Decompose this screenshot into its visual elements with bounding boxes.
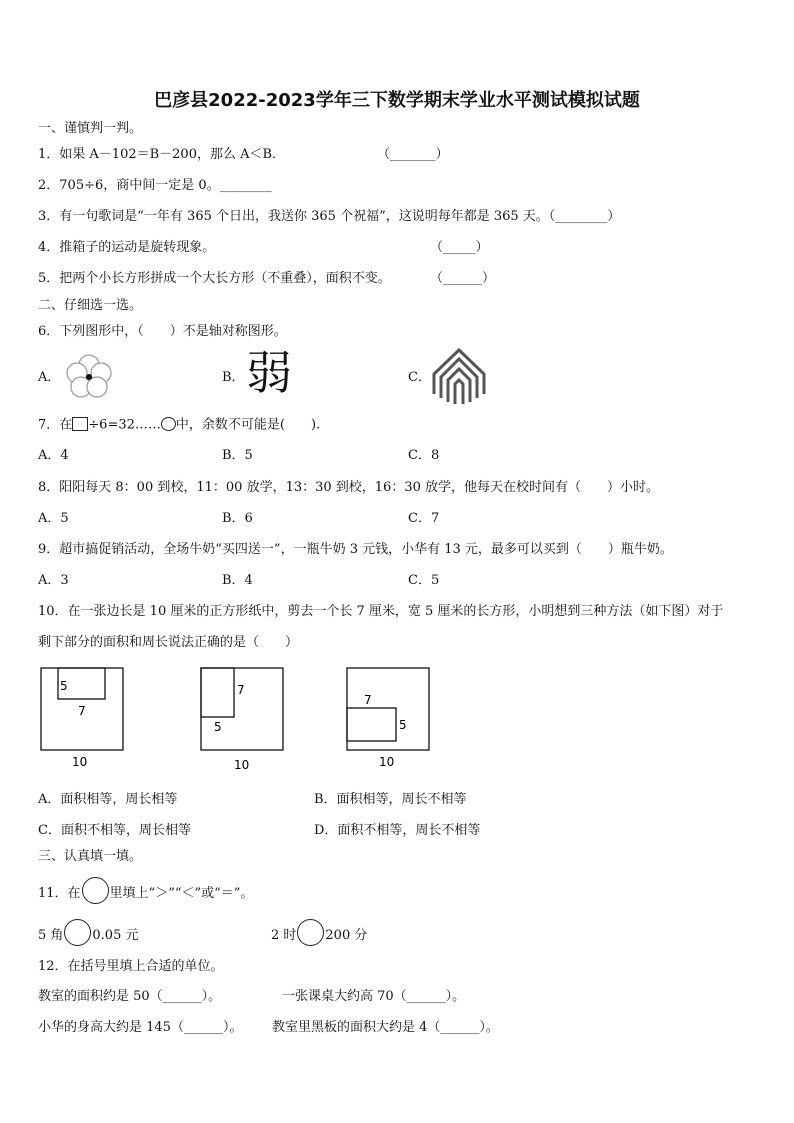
q6-option-c: C． <box>408 370 431 385</box>
q6-option-a: A． <box>38 370 61 385</box>
q10-option-d: D．面积不相等，周长不相等 <box>314 823 481 838</box>
q8-option-a: A．5 <box>38 511 69 526</box>
q10-option-a: A．面积相等，周长相等 <box>38 792 178 807</box>
q7-mid: ÷6=32…… <box>88 417 161 433</box>
q10-figure-2 <box>198 665 293 777</box>
q9-option-b: B．4 <box>222 573 253 588</box>
dividend-box-icon <box>72 417 88 431</box>
fig1-side-label: 10 <box>72 755 88 769</box>
q6-text: 6．下列图形中，（ ）不是轴对称图形。 <box>38 324 287 339</box>
q6-option-b-character: 弱 <box>246 346 292 400</box>
q11-expression-2 <box>271 922 367 949</box>
q10-text-line2: 剩下部分的面积和周长说法正确的是（ ） <box>38 635 299 650</box>
q10-option-b: B．面积相等，周长不相等 <box>314 792 467 807</box>
q7-option-c: C．8 <box>408 448 440 463</box>
section-3-heading: 三、认真填一填。 <box>38 849 143 864</box>
q5-text: 5．把两个小长方形拼成一个大长方形（不重叠），面积不变。 <box>38 271 391 286</box>
q9-text: 9．超市搞促销活动，全场牛奶“买四送一”，一瓶牛奶 3 元钱，小华有 13 元，最多可以买到（ ）瓶牛奶。 <box>38 542 673 557</box>
q12-item-4: 教室里黑板的面积大约是 4（______）。 <box>272 1020 499 1035</box>
q12-text: 12．在括号里填上合适的单位。 <box>38 959 224 974</box>
flower-figure-icon <box>62 354 116 400</box>
remainder-oval-icon <box>161 417 176 431</box>
q11-e1-right: 0.05 元 <box>92 928 139 943</box>
q11-post: 里填上“＞”“＜”或“＝”。 <box>109 886 254 901</box>
section-1-heading: 一、谨慎判一判。 <box>38 121 143 136</box>
q12-item-2: 一张课桌大约高 70（______）。 <box>282 989 466 1004</box>
q8-option-c: C．7 <box>408 511 440 526</box>
circle-blank-icon <box>82 877 109 904</box>
fig2-height-label: 5 <box>214 720 222 734</box>
q11-e1-left: 5 角 <box>38 928 64 943</box>
q11-expression-1 <box>38 922 138 949</box>
q10-text-line1: 10．在一张边长是 10 厘米的正方形纸中，剪去一个长 7 厘米，宽 5 厘米的长方形，小明想到三种方法（如下图）对于 <box>38 604 724 619</box>
q2-text: 2．705÷6，商中间一定是 0。________ <box>38 178 272 193</box>
q12-item-1: 教室的面积约是 50（______）。 <box>38 989 222 1004</box>
fig2-side-label: 10 <box>234 758 250 772</box>
q11-e2-left: 2 时 <box>271 928 297 943</box>
q10-figure-3 <box>344 665 439 775</box>
section-2-heading: 二、仔细选一选。 <box>38 298 143 313</box>
chevron-logo-icon <box>430 346 488 408</box>
fig3-width-label: 7 <box>364 693 372 707</box>
q10-option-c: C．面积不相等，周长相等 <box>38 823 191 838</box>
compare-circle-1[interactable] <box>64 919 91 946</box>
q4-blank[interactable]: （_____） <box>430 240 489 255</box>
fig3-height-label: 5 <box>399 718 407 732</box>
compare-circle-2[interactable] <box>297 919 324 946</box>
q11-pre: 11．在 <box>38 886 81 901</box>
fig1-height-label: 5 <box>60 679 68 693</box>
q3-text: 3．有一句歌词是“一年有 365 个日出，我送你 365 个祝福”，这说明每年都是 365 天。（________） <box>38 209 621 224</box>
q1-text: 1．如果 A－102＝B－200，那么 A＜B． <box>38 147 286 162</box>
q7-post: 中，余数不可能是( ). <box>175 417 321 433</box>
fig2-width-label: 7 <box>237 683 245 697</box>
fig3-side-label: 10 <box>379 755 395 769</box>
q7-option-a: A．4 <box>38 448 69 463</box>
q8-option-b: B．6 <box>222 511 253 526</box>
q7-option-b: B．5 <box>222 448 253 463</box>
q11-text <box>38 880 253 907</box>
q8-text: 8．阳阳每天 8：00 到校，11：00 放学，13：30 到校，16：30 放学，他每天在校时间有（ ）小时。 <box>38 480 659 495</box>
q9-option-c: C．5 <box>408 573 440 588</box>
fig1-width-label: 7 <box>78 704 86 718</box>
q1-blank[interactable]: （_______） <box>377 147 449 162</box>
q9-option-a: A．3 <box>38 573 69 588</box>
q4-text: 4．推箱子的运动是旋转现象。 <box>38 240 216 255</box>
q11-e2-right: 200 分 <box>325 928 368 943</box>
q5-blank[interactable]: （______） <box>430 271 496 286</box>
q12-item-3: 小华的身高大约是 145（______）。 <box>38 1020 243 1035</box>
q10-figure-1 <box>38 665 133 775</box>
page-title: 巴彦县2022-2023学年三下数学期末学业水平测试模拟试题 <box>154 90 640 111</box>
q7-text <box>38 418 320 432</box>
q6-option-b: B． <box>222 370 245 385</box>
q7-pre: 7．在 <box>38 417 73 433</box>
